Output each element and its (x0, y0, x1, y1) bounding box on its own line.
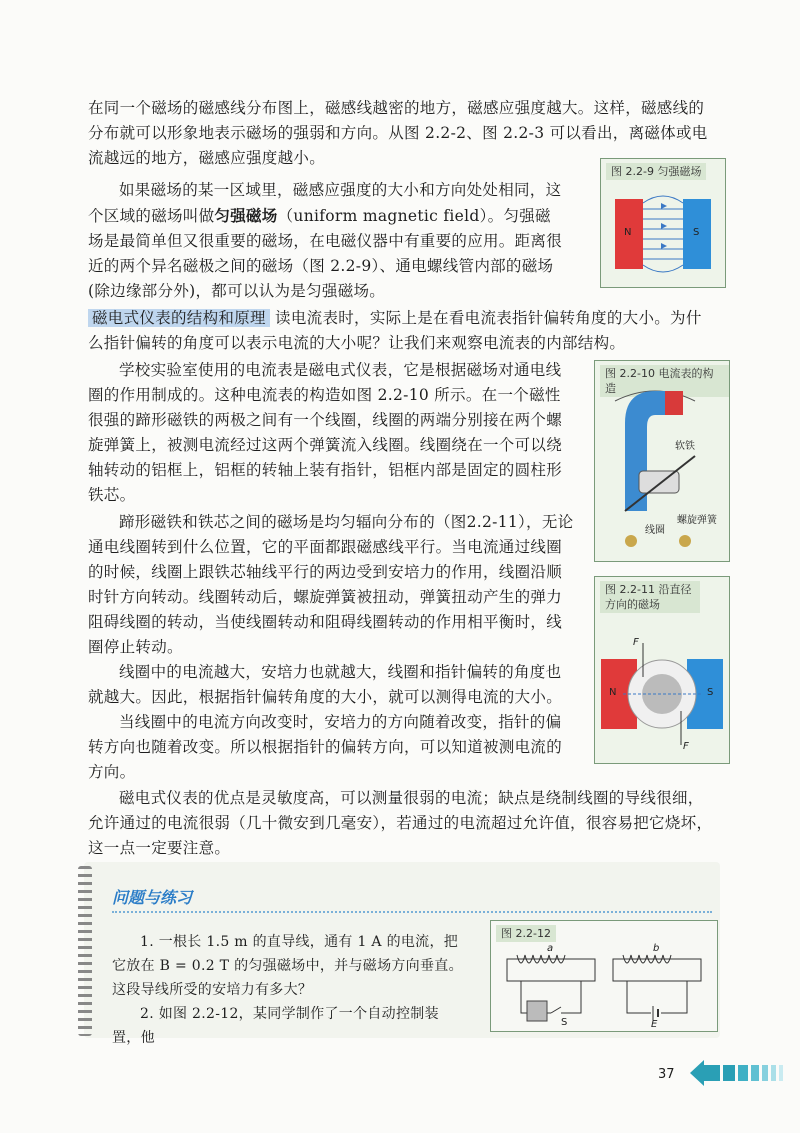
paragraph-2 (88, 178, 566, 304)
label-b: b (653, 943, 660, 954)
pole-n-label: N (624, 227, 632, 238)
paragraph-3-text: 读电流表时，实际上是在看电流表指针偏转角度的大小。为什么指针偏转的角度可以表示电流的大小呢？让我们来观察电流表的内部结构。 (88, 309, 702, 352)
paragraph-2-part-b: （uniform magnetic field）。匀强磁场是最简单但又很重要的磁场，在电磁仪器中有重要的应用。距离很近的两个异名磁极之间的磁场（图 2.2-9）、通电螺线管内部的磁场(除边缘部分外)，都可以认为是匀强磁场。 (88, 207, 563, 300)
figure-radial-field (594, 576, 730, 764)
paragraph-3 (88, 306, 716, 356)
paragraph-2-part-a: 如果磁场的某一区域里，磁感应强度的大小和方向处处相同，这个区域的磁场叫做 (88, 181, 562, 225)
section-heading: 磁电式仪表的结构和原理 (88, 309, 270, 327)
divider (112, 911, 712, 913)
uniform-field-diagram (601, 159, 725, 287)
figure-uniform-field (600, 158, 726, 288)
radial-field-diagram (595, 577, 729, 763)
pole-s-label: S (707, 687, 714, 698)
spiral-binding (78, 866, 92, 1036)
pole-s-label: S (693, 227, 700, 238)
paragraph-7: 当线圈中的电流方向改变时，安培力的方向随着改变，指针的偏转方向也随着改变。所以根据指针的偏转方向，可以知道被测电流的方向。 (88, 713, 563, 781)
label-battery-e: E (651, 1019, 658, 1030)
question-1: 1. 一根长 1.5 m 的直导线，通有 1 A 的电流，把它放在 B = 0.2 T 的匀强磁场中，并与磁场方向垂直。这段导线所受的安培力有多大？ (112, 934, 463, 998)
figure-caption: 图 2.2-11 沿直径方向的磁场 (600, 581, 700, 613)
paragraph-1: 在同一个磁场的磁感线分布图上，磁感线越密的地方，磁感应强度越大。这样，磁感线的分布就可以形象地表示磁场的强弱和方向。从图 2.2-2、图 2.2-3 可以看出，离磁体或电流越远的地方，磁感应强度越小。 (88, 99, 708, 167)
figure-caption: 图 2.2-12 (496, 925, 556, 942)
page-number: 37 (658, 1067, 675, 1082)
question-2: 2. 如图 2.2-12，某同学制作了一个自动控制装置，他 (112, 1006, 439, 1046)
paragraph-5: 蹄形磁铁和铁芯之间的磁场是均匀辐向分布的（图2.2-11），无论通电线圈转到什么位置，它的平面都跟磁感线平行。当电流通过线圈的时候，线圈上跟铁芯轴线平行的两边受到安培力的作用，线圈沿顺时针方向转动。线圈转动后，螺旋弹簧被扭动，弹簧扭动产生的弹力阻碍线圈的转动，当使线圈转动和阻碍线圈转动的作用相平衡时，线圈停止转动。 (88, 513, 574, 656)
pole-n-label: N (609, 687, 617, 698)
problems-title: 问题与练习 (112, 888, 193, 907)
paragraph-4: 学校实验室使用的电流表是磁电式仪表，它是根据磁场对通电线圈的作用制成的。这种电流表的构造如图 2.2-10 所示。在一个磁性很强的蹄形磁铁的两极之间有一个线圈，线圈的两端分别接在两个螺旋弹簧上，被测电流经过这两个弹簧流入线圈。线圈绕在一个可以绕轴转动的铝框上，铝框的转轴上装有指针，铝框内部是固定的圆柱形铁芯。 (88, 361, 563, 504)
figure-ammeter-structure (594, 360, 730, 562)
figure-control-device (490, 920, 718, 1032)
paragraph-6: 线圈中的电流越大，安培力也就越大，线圈和指针偏转的角度也就越大。因此，根据指针偏转角度的大小，就可以测得电流的大小。 (88, 663, 563, 706)
paragraph-8: 磁电式仪表的优点是灵敏度高，可以测量很弱的电流；缺点是绕制线圈的导线很细，允许通过的电流很弱（几十微安到几毫安），若通过的电流超过允许值，很容易把它烧坏，这一点一定要注意。 (88, 789, 713, 857)
label-soft-iron: 软铁 (675, 441, 695, 452)
term-uniform-field: 匀强磁场 (214, 206, 278, 225)
label-switch-s: S (561, 1017, 568, 1028)
force-top-label: F (633, 637, 639, 648)
figure-caption: 图 2.2-9 匀强磁场 (606, 163, 706, 180)
label-a: a (547, 943, 554, 954)
figure-caption: 图 2.2-10 电流表的构造 (600, 365, 729, 397)
control-device-diagram (491, 921, 717, 1031)
label-coil: 线圈 (645, 525, 665, 536)
page-arrow-icon (690, 1058, 798, 1088)
force-bottom-label: F (683, 741, 689, 752)
label-spring: 螺旋弹簧 (677, 515, 717, 526)
